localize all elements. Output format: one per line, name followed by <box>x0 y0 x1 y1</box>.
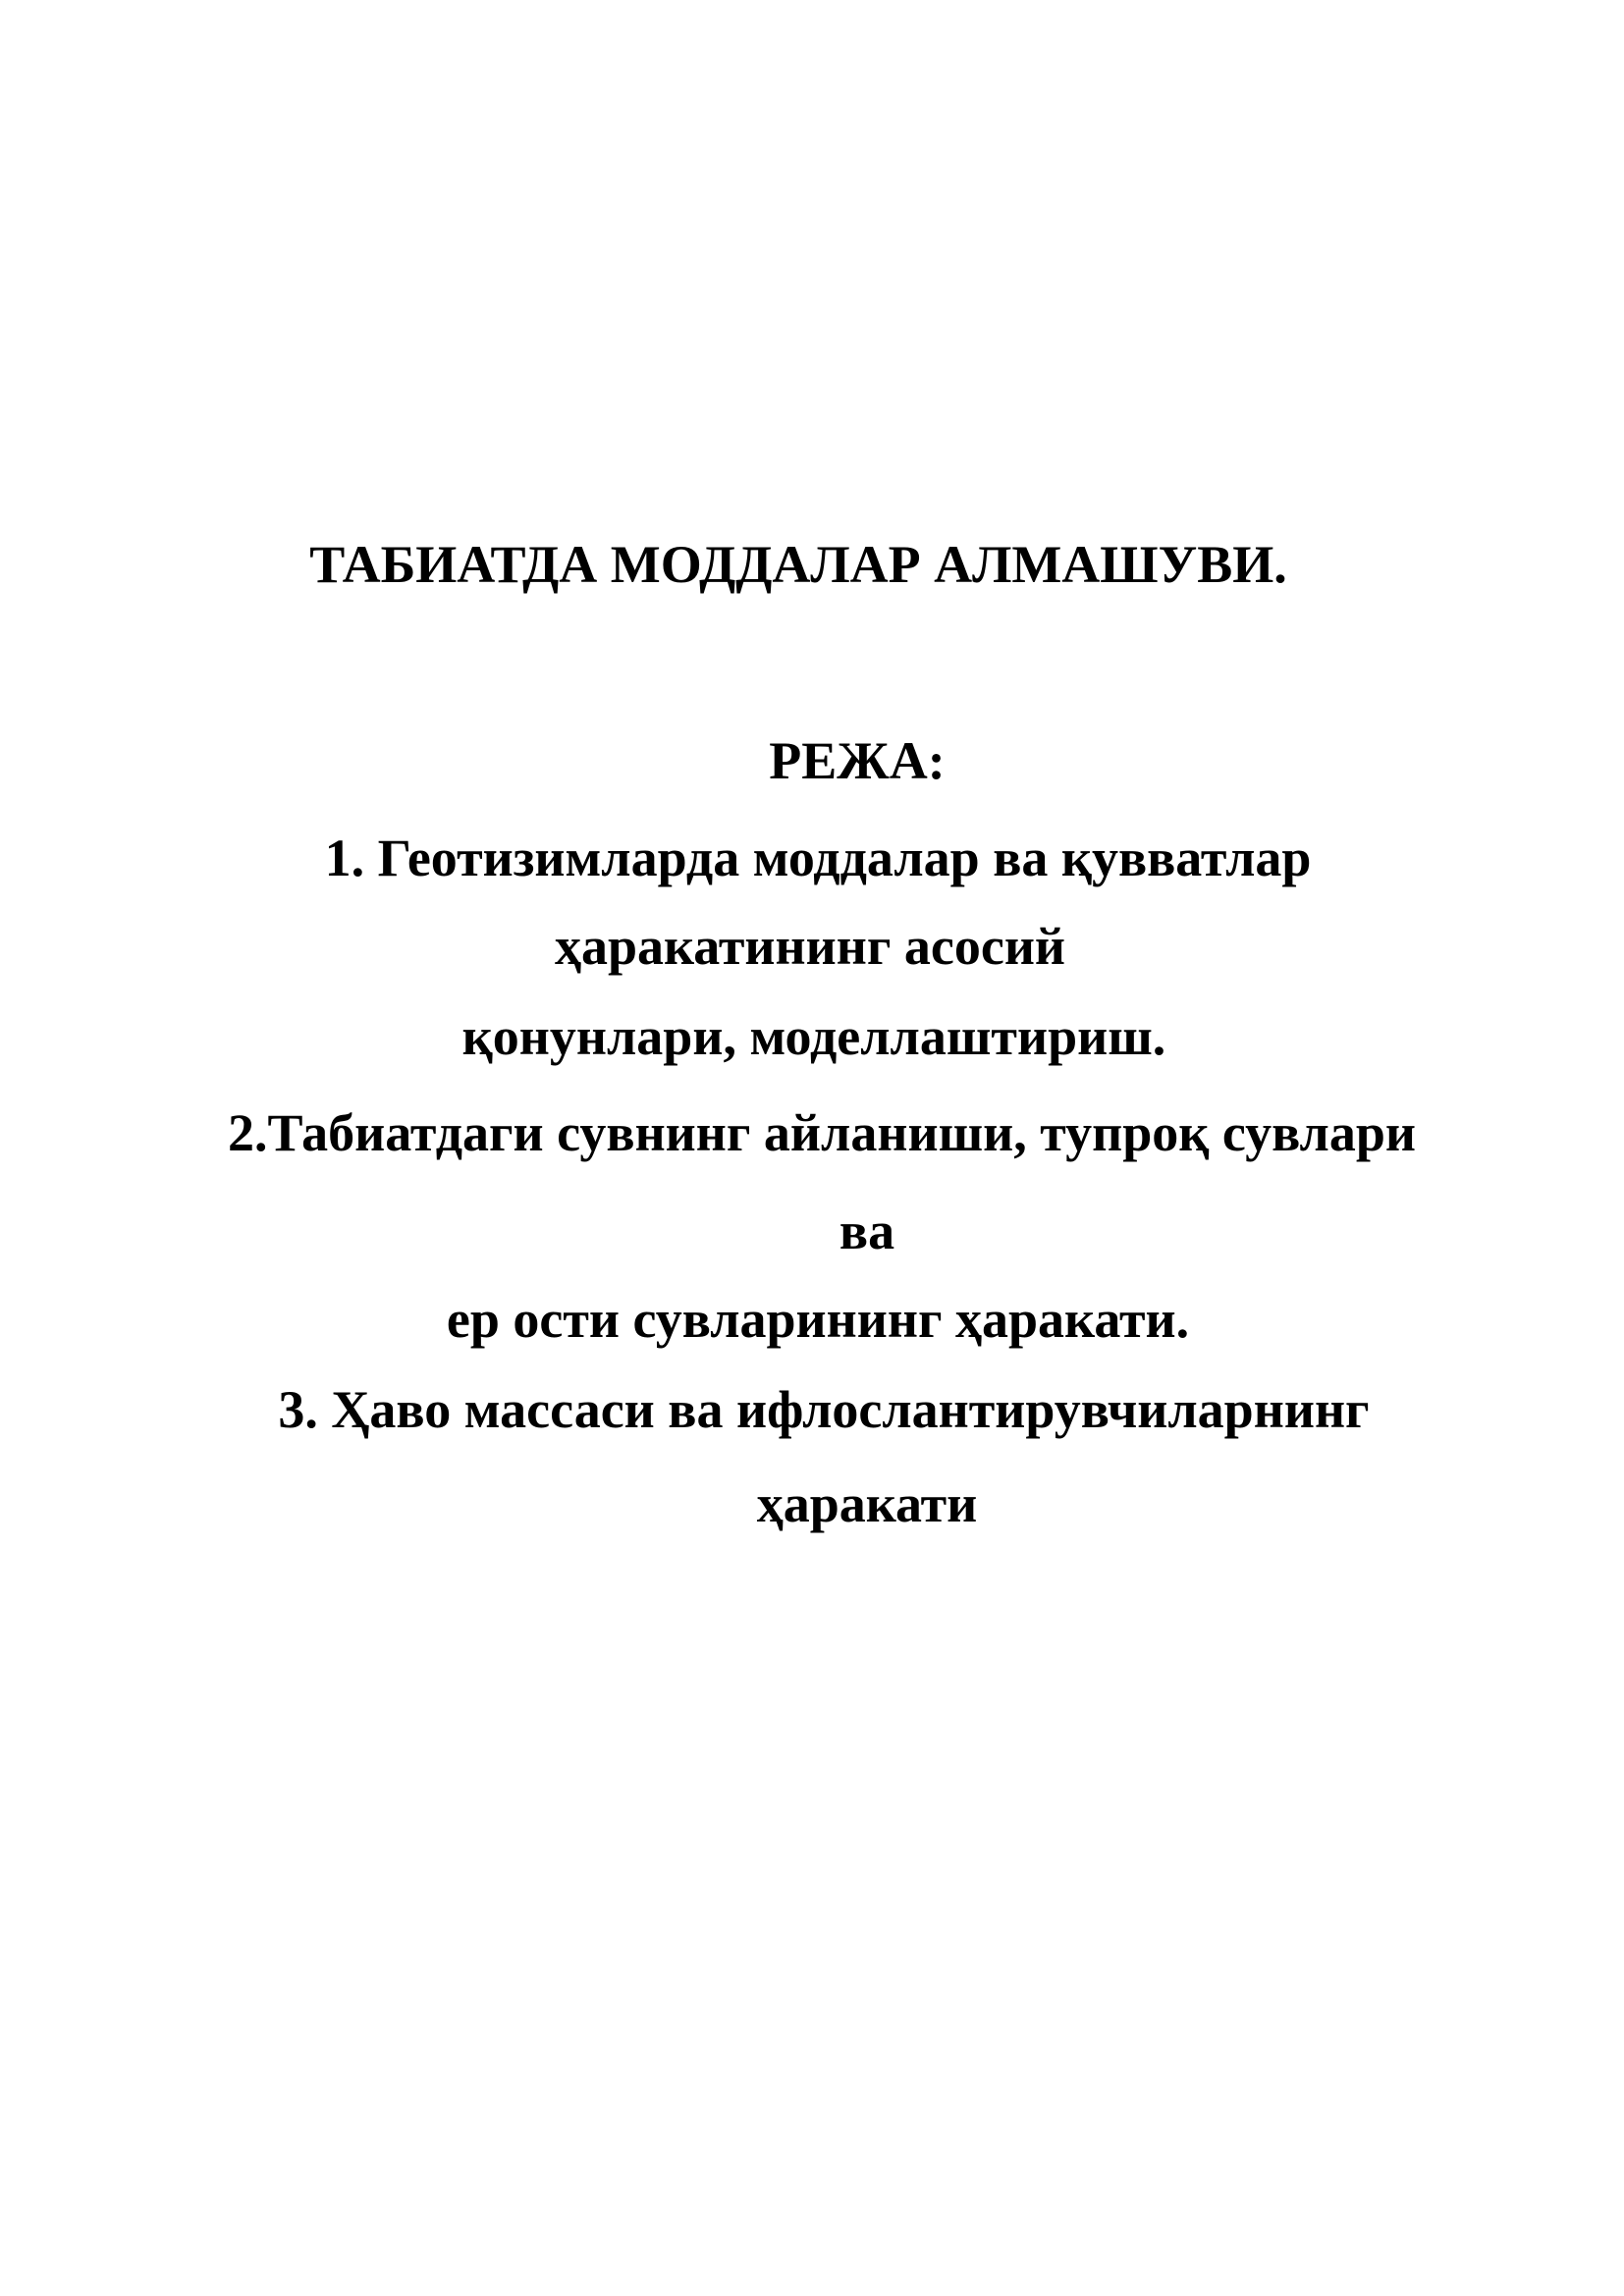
plan-line: 3. Ҳаво массаси ва ифлослантирувчиларнинг <box>278 1380 1370 1439</box>
plan-line: ва <box>839 1201 895 1260</box>
plan-line: 2.Табиатдаги сувнинг айланиши, тупроқ сувлари <box>228 1103 1416 1162</box>
plan-line: қонунлари, моделлаштириш. <box>461 1007 1166 1066</box>
plan-line: ҳаракати <box>756 1474 978 1533</box>
plan-line: ҳаракатининг асосий <box>554 917 1066 976</box>
plan-line: 1. Геотизимларда моддалар ва қувватлар <box>324 828 1312 887</box>
plan-line: ер ости сувларининг ҳаракати. <box>446 1290 1190 1349</box>
document-title: ТАБИАТДА МОДДАЛАР АЛМАШУВИ. <box>309 535 1287 594</box>
plan-heading: РЕЖА: <box>769 731 946 790</box>
